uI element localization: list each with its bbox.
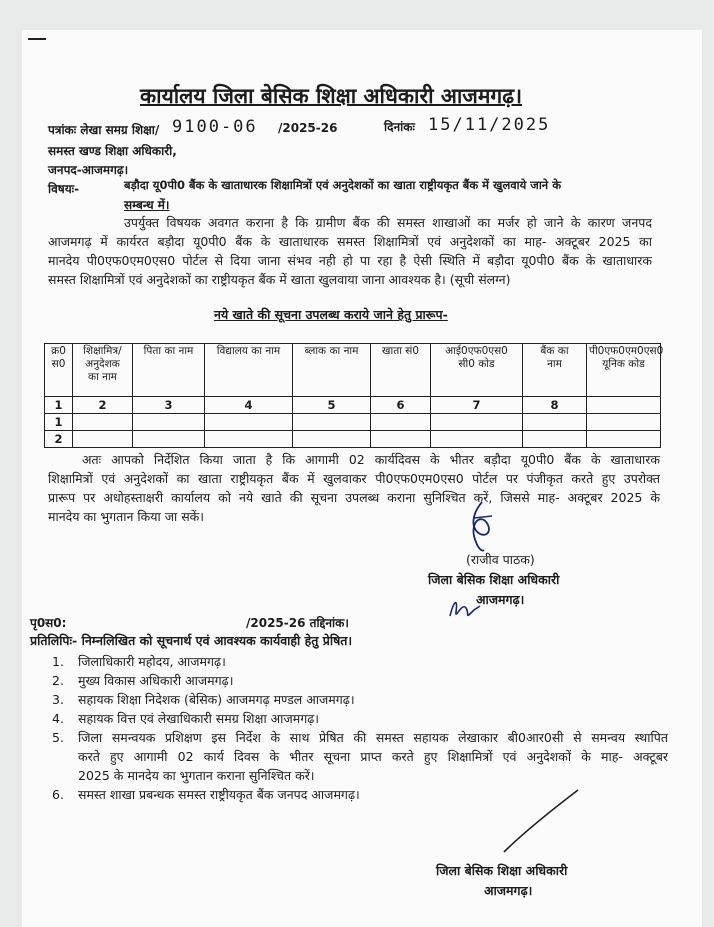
table-cell: 1 <box>45 397 73 414</box>
paragraph-2-line: शिक्षामित्रों एवं अनुदेशकों का खाता राष्ट्रीयकृत बैंक में खुलवाकर पी0एफ0एम0एस0 पोर्टल पर पंजीकृत करते हुए उपरोक्त <box>48 471 660 486</box>
endorsement-ref-prefix: पृ0स0: <box>30 616 67 630</box>
final-signature <box>500 786 584 856</box>
col-header-bank-name: बैंक का नाम <box>523 344 587 397</box>
list-item-text: सहायक वित्त एवं लेखाधिकारी समग्र शिक्षा आजमगढ़। <box>78 711 320 726</box>
paragraph-2 <box>48 450 660 526</box>
table-cell: 2 <box>73 397 133 414</box>
list-item <box>52 671 668 690</box>
endorsement-ref-suffix: /2025-26 तद्दिनांक। <box>246 616 349 630</box>
col-header-pfms-code: पी0एफ0एम0एस0 यूनिक कोड <box>587 344 661 397</box>
subject-line-2: सम्बन्ध में। <box>124 198 170 212</box>
table-cell <box>133 414 205 431</box>
paragraph-1 <box>48 213 652 289</box>
table-cell <box>587 397 661 414</box>
list-item-text: करते हुए आगामी 02 कार्य दिवस के भीतर सूचना प्राप्त करते हुए शिक्षामित्रों एवं अनुदेशकों के माह- अक्टूबर <box>78 749 668 764</box>
paragraph-1-line: उपर्युक्त विषयक अवगत कराना है कि ग्रामीण बैंक की समस्त शाखाओं का मर्जर हो जाने के कारण जनपद <box>124 215 652 230</box>
footer-designation: जिला बेसिक शिक्षा अधिकारी <box>436 863 568 878</box>
letter-number: 9100-06 <box>172 117 258 137</box>
list-item-text: सहायक शिक्षा निदेशक (बेसिक) आजमगढ़ मण्डल आजमगढ़। <box>78 692 355 707</box>
officer-designation: जिला बेसिक शिक्षा अधिकारी <box>428 572 560 587</box>
col-header-block-name: ब्लाक का नाम <box>293 344 371 397</box>
col-header-father-name: पिता का नाम <box>133 344 205 397</box>
col-header-ifsc: आई0एफ0एस0 सी0 कोड <box>431 344 523 397</box>
officer-signature <box>462 498 502 554</box>
list-item-text: मुख्य विकास अधिकारी आजमगढ़। <box>78 673 234 688</box>
paragraph-1-line: समस्त शिक्षामित्रों एवं अनुदेशकों का राष्ट्रीयकृत बैंक में खाता खुलवाया जाना आवश्यक है। (सूची संलग्न) <box>48 272 511 287</box>
list-item-text: जिलाधिकारी महोदय, आजमगढ़। <box>78 654 226 669</box>
col-header-account-no: खाता सं0 <box>371 344 431 397</box>
table-cell: 6 <box>371 397 431 414</box>
table-cell <box>205 431 293 448</box>
table-cell <box>293 414 371 431</box>
officer-name: (राजीव पाठक) <box>466 552 535 567</box>
table-row <box>45 414 661 431</box>
date-value: 15/11/2025 <box>428 115 551 135</box>
paragraph-2-line: अतः आपको निर्देशित किया जाता है कि आगामी 02 कार्यदिवस के भीतर बड़ौदा यू0पी0 बैंक के खाताधारक <box>82 452 660 467</box>
subject-line-1: बड़ौदा यू0पी0 बैंक के खाताधारक शिक्षामित्रों एवं अनुदेशकों का खाता राष्ट्रीयकृत बैंक में खुलवाये जाने के <box>124 178 562 192</box>
list-item-number: 2. <box>52 673 64 688</box>
table-cell <box>73 414 133 431</box>
footer-place: आजमगढ़। <box>484 883 533 898</box>
table-cell <box>371 414 431 431</box>
table-row <box>45 397 661 414</box>
table-cell: 8 <box>523 397 587 414</box>
list-item-text: समस्त शाखा प्रबन्धक समस्त राष्ट्रीयकृत बैंक जनपद आजमगढ़। <box>78 787 360 802</box>
table-cell <box>205 414 293 431</box>
list-item-text: 2025 के मानदेय का भुगतान कराना सुनिश्चित करें। <box>78 768 315 783</box>
table-cell: 2 <box>45 431 73 448</box>
list-item-number: 4. <box>52 711 64 726</box>
initials-signature <box>444 592 484 622</box>
table-cell <box>587 431 661 448</box>
account-info-table <box>44 343 664 448</box>
paragraph-2-line: मानदेय का भुगतान किया जा सकें। <box>48 509 204 524</box>
list-item <box>52 709 668 728</box>
list-item <box>52 652 668 671</box>
col-header-school-name: विद्यालय का नाम <box>205 344 293 397</box>
list-item-number: 5. <box>52 730 64 745</box>
list-item <box>52 728 668 785</box>
list-item-number: 6. <box>52 787 64 802</box>
recipient-line-2: जनपद-आजमगढ़। <box>48 163 129 177</box>
list-item-text: जिला समन्वयक प्रशिक्षण इस निर्देश के साथ प्रेषित की समस्त सहायक लेखाकार बी0आर0सी से समन्वय स्थापित <box>78 730 668 745</box>
table-cell: 4 <box>205 397 293 414</box>
table-cell: 3 <box>133 397 205 414</box>
table-cell: 5 <box>293 397 371 414</box>
office-title: कार्यालय जिला बेसिक शिक्षा अधिकारी आजमगढ़। <box>140 84 523 108</box>
letter-ref-prefix: पत्रांकः लेखा समग्र शिक्षा/ <box>48 123 160 137</box>
table-cell <box>133 431 205 448</box>
table-header-row <box>45 344 661 397</box>
table-cell: 7 <box>431 397 523 414</box>
copy-to-line: प्रतिलिपिः- निम्नलिखित को सूचनार्थ एवं आवश्यक कार्यवाही हेतु प्रेषित। <box>30 633 353 648</box>
paragraph-1-line: आजमगढ़ में कार्यरत बड़ौदा यू0पी0 बैंक के खाताधारक समस्त शिक्षामित्रों एवं अनुदेशकों का माह- अक्टूबर 2025 का <box>48 234 652 249</box>
col-header-name: शिक्षामित्र/ अनुदेशक का नाम <box>73 344 133 397</box>
paragraph-2-line: प्रारूप पर अधोहस्ताक्षरी कार्यालय को नये खाते की सूचना उपलब्ध कराना सुनिश्चित करें, जिससे माह- अक्टूबर 2025 के <box>48 490 660 505</box>
list-item-number: 1. <box>52 654 64 669</box>
table-row <box>45 431 661 448</box>
subject-label: विषयः- <box>48 182 80 196</box>
table-cell <box>431 414 523 431</box>
table-cell <box>587 414 661 431</box>
date-label: दिनांकः <box>384 120 415 134</box>
table-cell <box>73 431 133 448</box>
list-item <box>52 690 668 709</box>
table-cell <box>293 431 371 448</box>
letter-year: /2025-26 <box>278 121 338 135</box>
table-cell: 1 <box>45 414 73 431</box>
paragraph-1-line: मानदेय पी0एफ0एम0एस0 पोर्टल से दिया जाना संभव नही हो पा रहा है ऐसी स्थिति में बड़ौदा यू0पी0 बैंक के खाताधारक <box>48 253 652 268</box>
list-item-number: 3. <box>52 692 64 707</box>
corner-mark <box>28 38 46 40</box>
table-cell <box>523 414 587 431</box>
col-header-serial: क्र0 स0 <box>45 344 73 397</box>
table-cell <box>523 431 587 448</box>
recipient-line-1: समस्त खण्ड शिक्षा अधिकारी, <box>48 144 177 158</box>
form-heading: नये खाते की सूचना उपलब्ध कराये जाने हेतु प्रारूप- <box>214 307 448 322</box>
table-cell <box>431 431 523 448</box>
officer-place: आजमगढ़। <box>476 592 525 607</box>
table-cell <box>371 431 431 448</box>
copy-recipient-list <box>52 652 668 804</box>
